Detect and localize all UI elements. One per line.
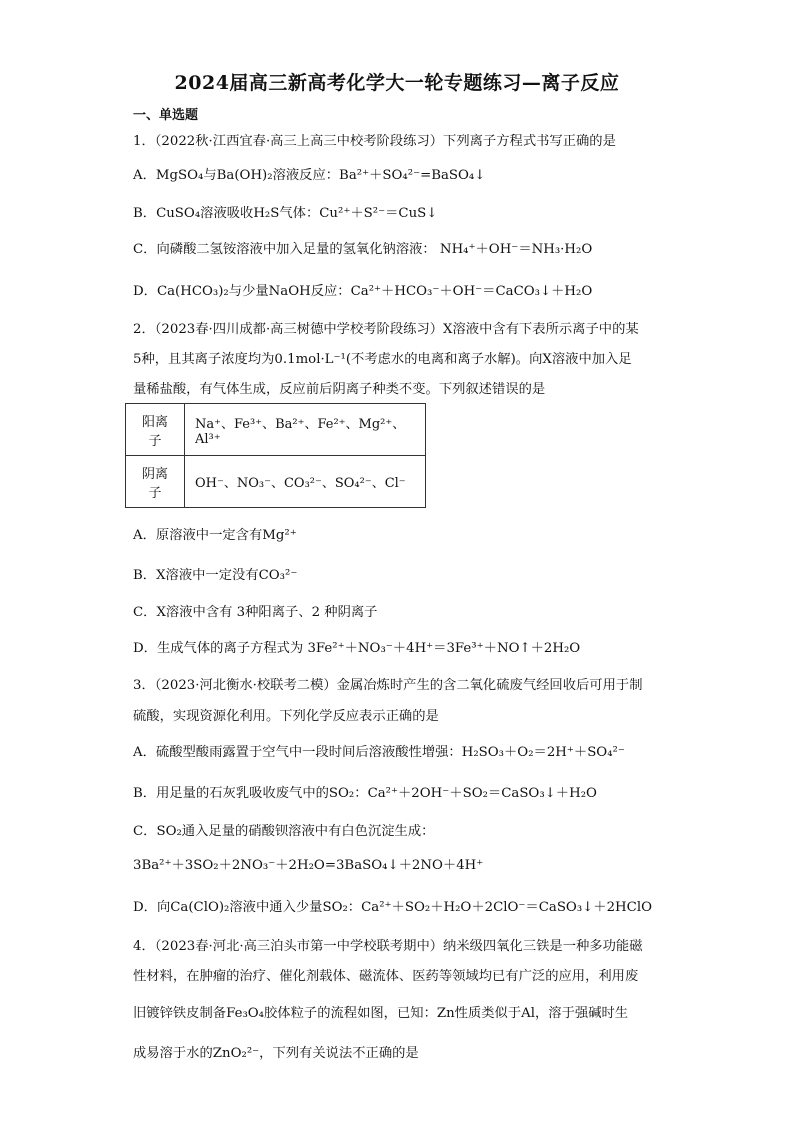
- q4-stem-line1: 4．（2023春·河北·高三泊头市第一中学校联考期中）纳米级四氧化三铁是一种多功能磁: [133, 939, 643, 954]
- q1-option-a: A．MgSO₄与Ba(OH)₂溶液反应：Ba²⁺＋SO₄²⁻=BaSO₄↓: [133, 168, 486, 183]
- q4-stem-line4: 成易溶于水的ZnO₂²⁻，下列有关说法不正确的是: [133, 1046, 419, 1061]
- q2-option-a: A．原溶液中一定含有Mg²⁺: [133, 528, 297, 543]
- q3-option-b: B．用足量的石灰乳吸收废气中的SO₂：Ca²⁺＋2OH⁻＋SO₂＝CaSO₃↓＋H₂O: [133, 786, 597, 801]
- q3-stem-line2: 硫酸，实现资源化利用。下列化学反应表示正确的是: [133, 709, 439, 724]
- q2-stem-line1: 2．（2023春·四川成都·高三树德中学校考阶段练习）X溶液中含有下表所示离子中的某: [133, 322, 639, 337]
- q1-option-b: B．CuSO₄溶液吸收H₂S气体：Cu²⁺＋S²⁻＝CuS↓: [133, 206, 438, 221]
- q2-option-d: D．生成气体的离子方程式为 3Fe²⁺＋NO₃⁻＋4H⁺＝3Fe³⁺＋NO↑＋2H₂O: [133, 641, 581, 656]
- q3-stem-line1: 3．（2023·河北衡水·校联考二模）金属冶炼时产生的含二氧化硫废气经回收后可用于制: [133, 678, 643, 693]
- anion-label: 阴离子: [126, 456, 185, 508]
- anion-values: OH⁻、NO₃⁻、CO₃²⁻、SO₄²⁻、Cl⁻: [185, 456, 426, 508]
- table-row-anions: [126, 456, 426, 508]
- q3-option-d: D．向Ca(ClO)₂溶液中通入少量SO₂：Ca²⁺＋SO₂＋H₂O＋2ClO⁻＝CaSO₃↓＋2HClO: [133, 900, 652, 915]
- q2-stem-line2: 5种，且其离子浓度均为0.1mol·L⁻¹(不考虑水的电离和离子水解)。向X溶液中加入足: [133, 352, 632, 367]
- q2-option-b: B．X溶液中一定没有CO₃²⁻: [133, 568, 298, 583]
- q3-option-c: C．SO₂通入足量的硝酸钡溶液中有白色沉淀生成：: [133, 824, 435, 839]
- q1-option-d: D．Ca(HCO₃)₂与少量NaOH反应：Ca²⁺＋HCO₃⁻＋OH⁻＝CaCO₃↓＋H₂O: [133, 284, 593, 299]
- q4-stem-line3: 旧镀锌铁皮制备Fe₃O₄胶体粒子的流程如图，已知：Zn性质类似于Al，溶于强碱时生: [133, 1006, 629, 1021]
- q3-option-c-equation: 3Ba²⁺＋3SO₂＋2NO₃⁻＋2H₂O=3BaSO₄↓＋2NO＋4H⁺: [133, 858, 484, 873]
- cation-label: 阳离子: [126, 404, 185, 456]
- q2-stem-line3: 量稀盐酸，有气体生成，反应前后阴离子种类不变。下列叙述错误的是: [133, 382, 546, 397]
- q2-option-c: C．X溶液中含有 3种阳离子、2 种阴离子: [133, 605, 378, 620]
- q1-option-c: C．向磷酸二氢铵溶液中加入足量的氢氧化钠溶液： NH₄⁺＋OH⁻＝NH₃·H₂O: [133, 242, 593, 257]
- cation-values: Na⁺、Fe³⁺、Ba²⁺、Fe²⁺、Mg²⁺、Al³⁺: [185, 404, 426, 456]
- page-title: 2024届高三新高考化学大一轮专题练习—离子反应: [174, 72, 620, 94]
- q1-stem: 1．（2022秋·江西宜春·高三上高三中校考阶段练习）下列离子方程式书写正确的是: [133, 134, 616, 149]
- q4-stem-line2: 性材料，在肿瘤的治疗、催化剂载体、磁流体、医药等领域均已有广泛的应用，利用废: [133, 969, 639, 984]
- ion-table: [125, 403, 426, 508]
- section-heading: 一、单选题: [133, 108, 199, 123]
- q3-option-a: A．硫酸型酸雨露置于空气中一段时间后溶液酸性增强：H₂SO₃＋O₂＝2H⁺＋SO₄²⁻: [133, 745, 625, 760]
- table-row-cations: [126, 404, 426, 456]
